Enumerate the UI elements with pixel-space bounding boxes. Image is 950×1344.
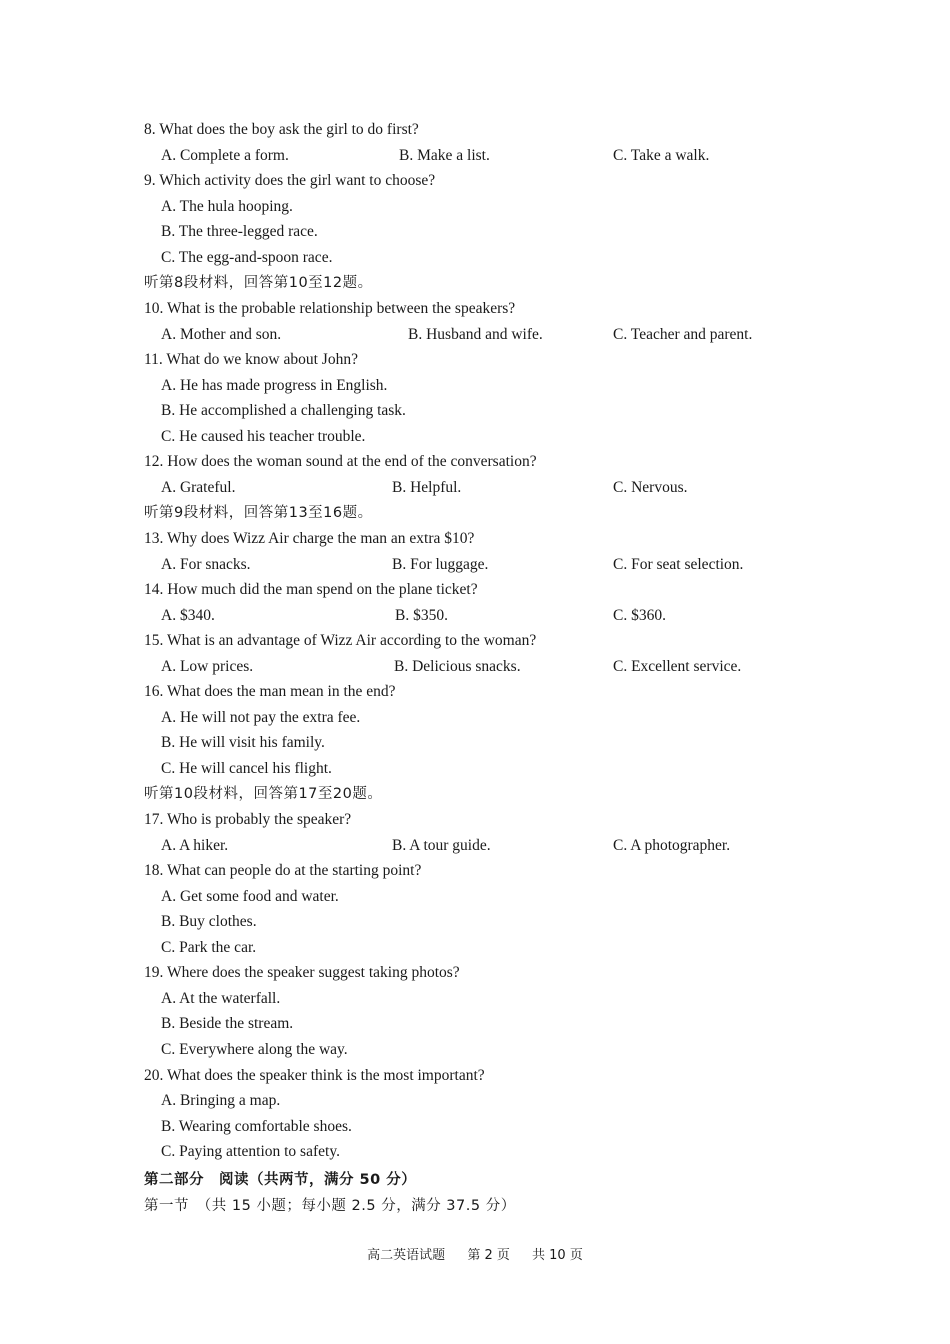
- option-c: C. The egg-and-spoon race.: [161, 249, 333, 266]
- option-b: B. Helpful.: [392, 479, 462, 496]
- option-c: C. $360.: [613, 607, 666, 624]
- option-b: B. Make a list.: [399, 147, 490, 164]
- question-15-options: [161, 655, 781, 679]
- option-c: C. A photographer.: [613, 837, 731, 854]
- question-17: 17. Who is probably the speaker?: [144, 811, 352, 828]
- option-c: C. Paying attention to safety.: [161, 1143, 340, 1160]
- question-11: 11. What do we know about John?: [144, 351, 358, 368]
- option-c: C. For seat selection.: [613, 556, 744, 573]
- option-b: B. Delicious snacks.: [394, 658, 521, 675]
- option-a: A. A hiker.: [161, 837, 229, 854]
- question-9: 9. Which activity does the girl want to choose?: [144, 172, 436, 189]
- option-b: B. A tour guide.: [392, 837, 491, 854]
- question-13-options: [161, 553, 781, 577]
- option-c: C. He caused his teacher trouble.: [161, 428, 366, 445]
- option-b: B. For luggage.: [392, 556, 489, 573]
- option-a: A. Bringing a map.: [161, 1092, 281, 1109]
- option-b: B. He accomplished a challenging task.: [161, 402, 406, 419]
- option-c: C. Teacher and parent.: [613, 326, 753, 343]
- section-instruction-8: 听第8段材料，回答第10至12题。: [144, 275, 373, 291]
- section-instruction-10: 听第10段材料，回答第17至20题。: [144, 786, 383, 802]
- option-c: C. Everywhere along the way.: [161, 1041, 348, 1058]
- part-two-heading: 第二部分 阅读（共两节，满分 50 分）: [144, 1172, 417, 1188]
- option-a: A. He will not pay the extra fee.: [161, 709, 361, 726]
- option-b: B. Wearing comfortable shoes.: [161, 1118, 352, 1135]
- question-10: 10. What is the probable relationship between the speakers?: [144, 300, 516, 317]
- option-c: C. He will cancel his flight.: [161, 760, 332, 777]
- question-12-options: [161, 476, 781, 500]
- question-14-options: [161, 604, 781, 628]
- option-a: A. $340.: [161, 607, 215, 624]
- option-b: B. Buy clothes.: [161, 913, 257, 930]
- question-20: 20. What does the speaker think is the most important?: [144, 1067, 485, 1084]
- question-12: 12. How does the woman sound at the end of the conversation?: [144, 453, 537, 470]
- section-one-heading: 第一节 （共 15 小题；每小题 2.5 分，满分 37.5 分）: [144, 1198, 516, 1214]
- question-16: 16. What does the man mean in the end?: [144, 683, 396, 700]
- option-b: B. He will visit his family.: [161, 734, 325, 751]
- question-8-options: [161, 144, 781, 168]
- option-c: C. Park the car.: [161, 939, 257, 956]
- option-b: B. $350.: [395, 607, 448, 624]
- question-18: 18. What can people do at the starting point?: [144, 862, 422, 879]
- option-a: A. He has made progress in English.: [161, 377, 388, 394]
- question-8: 8. What does the boy ask the girl to do first?: [144, 121, 419, 138]
- option-a: A. The hula hooping.: [161, 198, 293, 215]
- page-footer: [0, 1244, 950, 1268]
- question-14: 14. How much did the man spend on the plane ticket?: [144, 581, 478, 598]
- section-instruction-9: 听第9段材料，回答第13至16题。: [144, 505, 373, 521]
- question-13: 13. Why does Wizz Air charge the man an extra $10?: [144, 530, 475, 547]
- option-b: B. Husband and wife.: [408, 326, 543, 343]
- option-a: A. Mother and son.: [161, 326, 282, 343]
- question-15: 15. What is an advantage of Wizz Air according to the woman?: [144, 632, 537, 649]
- option-c: C. Take a walk.: [613, 147, 710, 164]
- footer-total-pages: 共 10 页: [532, 1248, 583, 1263]
- option-a: A. At the waterfall.: [161, 990, 281, 1007]
- question-19: 19. Where does the speaker suggest taking photos?: [144, 964, 460, 981]
- option-b: B. Beside the stream.: [161, 1015, 294, 1032]
- question-10-options: [161, 323, 781, 347]
- option-a: A. Grateful.: [161, 479, 236, 496]
- option-a: A. Complete a form.: [161, 147, 289, 164]
- footer-subject: 高二英语试题: [367, 1248, 446, 1263]
- option-a: A. For snacks.: [161, 556, 251, 573]
- option-a: A. Low prices.: [161, 658, 254, 675]
- footer-page-number: 第 2 页: [467, 1248, 510, 1263]
- option-b: B. The three-legged race.: [161, 223, 318, 240]
- option-a: A. Get some food and water.: [161, 888, 339, 905]
- option-c: C. Nervous.: [613, 479, 688, 496]
- option-c: C. Excellent service.: [613, 658, 742, 675]
- question-17-options: [161, 834, 781, 858]
